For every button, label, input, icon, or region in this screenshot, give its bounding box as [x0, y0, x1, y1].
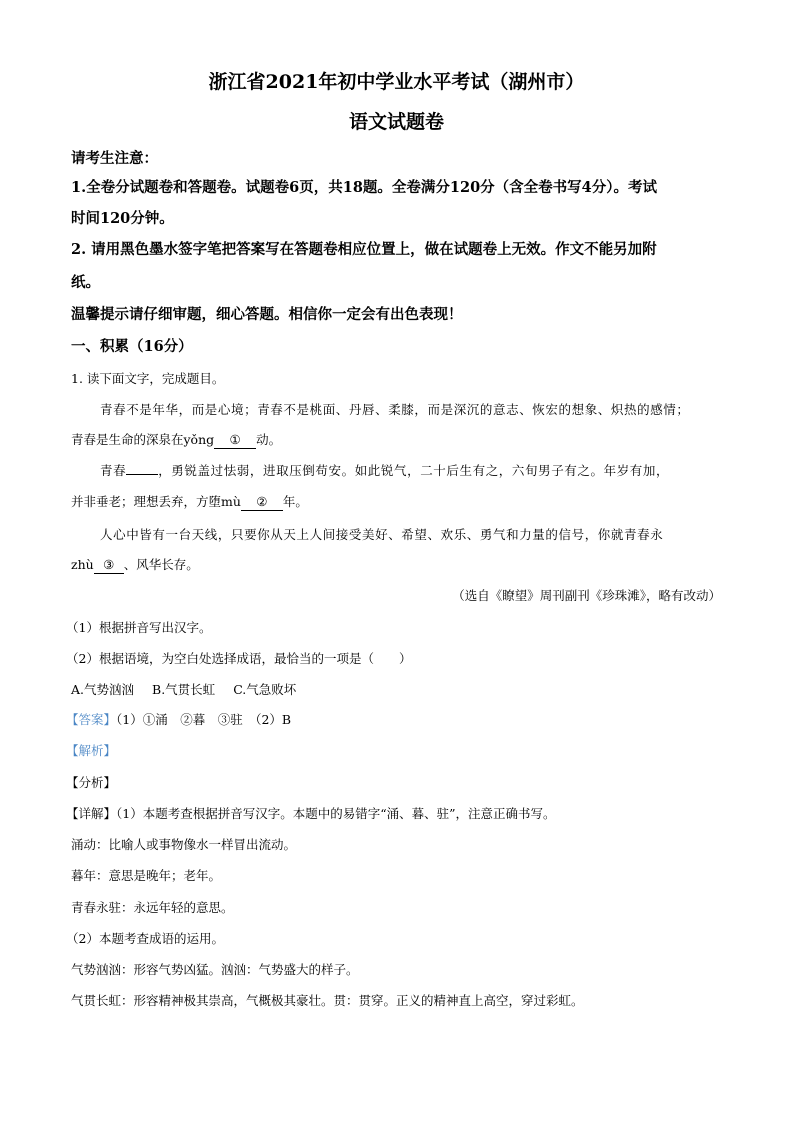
document-subtitle: 语文试题卷 — [348, 111, 444, 133]
subquestion-2: （2）根据语境，为空白处选择成语，最恰当的一项是（ ） — [66, 651, 412, 666]
blank-idiom — [126, 474, 158, 475]
notice-item2: 2. 请用黑色墨水签字笔把答案写在答题卷相应位置上，做在试题卷上无效。作文不能另加附 — [71, 241, 657, 258]
text: 青春是生命的深泉在yǒng — [71, 432, 215, 447]
text: zhù — [71, 557, 94, 572]
passage-p1-line1: 青春不是年华，而是心境；青春不是桃面、丹唇、柔膝，而是深沉的意志、恢宏的想象、炽热的感情； — [100, 402, 690, 417]
passage-source: （选自《瞭望》周刊副刊《珍珠滩》，略有改动） — [452, 588, 721, 603]
answer-line — [66, 710, 291, 730]
detail-item: 涌动：比喻人或事物像水一样冒出流动。 — [71, 837, 297, 852]
passage-p1-line2 — [71, 430, 281, 450]
detail-item: 气势汹汹：形容气势凶猛。汹汹：气势盛大的样子。 — [71, 962, 359, 977]
blank-1: ① — [214, 432, 256, 449]
answer-label: 【答案】 — [66, 712, 117, 727]
notice-item1: 1.全卷分试题卷和答题卷。试题卷6页，共18题。全卷满分120分（含全卷书写4分）。考试 — [71, 179, 658, 196]
document-title: 浙江省2021年初中学业水平考试（湖州市） — [208, 71, 585, 93]
section-heading: 一、积累（16分） — [71, 338, 193, 355]
notice-heading: 请考生注意： — [71, 150, 158, 167]
text: 、风华长存。 — [123, 557, 199, 572]
subquestion-1: （1）根据拼音写出汉字。 — [66, 620, 212, 635]
passage-p2-line1 — [100, 461, 669, 481]
answer-text: （1）①涌 ②暮 ③驻 （2）B — [116, 712, 292, 727]
notice-item1-cont: 时间120分钟。 — [71, 210, 174, 227]
option-a: A.气势汹汹 — [71, 682, 135, 697]
text: 动。 — [256, 432, 282, 447]
passage-p3-line1: 人心中皆有一台天线，只要你从天上人间接受美好、希望、欢乐、勇气和力量的信号，你就青春永 — [100, 527, 664, 542]
text: ，勇锐盖过怯弱，进取压倒苟安。如此锐气，二十后生有之，六旬男子有之。年岁有加， — [158, 463, 670, 478]
question-stem: 1. 读下面文字，完成题目。 — [71, 371, 225, 386]
blank-3: ③ — [94, 557, 124, 574]
detail-label: 【详解】 — [66, 806, 117, 821]
detail-item: 青春永驻：永远年轻的意思。 — [71, 900, 234, 915]
detail-item: 气贯长虹：形容精神极其崇高，气概极其豪壮。贯：贯穿。正义的精神直上高空，穿过彩虹。 — [71, 993, 584, 1008]
fenxi-label: 【分析】 — [66, 775, 117, 790]
detail-line — [66, 804, 556, 824]
passage-p2-line2 — [71, 492, 308, 512]
detail-text: （1）本题考查根据拼音写汉字。本题中的易错字“涌、暮、驻”，注意正确书写。 — [116, 806, 556, 821]
options — [71, 680, 296, 700]
option-b: B.气贯长虹 — [152, 682, 216, 697]
notice-item2-cont: 纸。 — [71, 274, 100, 291]
text: 并非垂老；理想丢弃，方堕mù — [71, 494, 241, 509]
notice-tip: 温馨提示请仔细审题，细心答题。相信你一定会有出色表现！ — [71, 306, 463, 323]
detail-item: 暮年：意思是晚年；老年。 — [71, 868, 222, 883]
text: 青春 — [100, 463, 127, 478]
option-c: C.气急败坏 — [233, 682, 297, 697]
analysis-label: 【解析】 — [66, 743, 117, 758]
passage-p3-line2 — [71, 555, 199, 575]
blank-2: ② — [241, 494, 283, 511]
detail-item: （2）本题考查成语的运用。 — [66, 931, 224, 946]
text: 年。 — [282, 494, 308, 509]
